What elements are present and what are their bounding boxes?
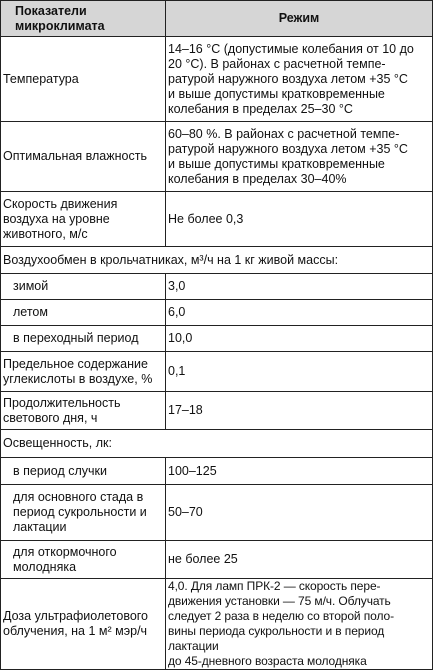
row-value: 6,0 (166, 300, 433, 326)
row-value (166, 579, 433, 670)
row-label (1, 579, 166, 670)
table-row (1, 192, 433, 247)
row-value: 17–18 (166, 392, 433, 430)
row-value (166, 37, 433, 122)
label-line: для откормочного (13, 544, 117, 559)
table-row (1, 485, 433, 541)
label-line: Продолжительность (3, 395, 121, 410)
row-value: 0,1 (166, 352, 433, 392)
value-line: 4,0. Для ламп ПРК-2 — скорость пере- (168, 579, 381, 593)
table-row (1, 541, 433, 579)
value-line: следует 2 раза в неделю со второй поло- (168, 609, 394, 623)
table-header-row (1, 1, 433, 37)
header-mode: Режим (166, 1, 433, 37)
label-line: лактации (13, 520, 67, 534)
label-line: молодняка (13, 559, 77, 574)
value-line: колебания в пределах 25–30 °С (168, 101, 353, 116)
row-label: в переходный период (1, 326, 166, 352)
row-label: зимой (1, 274, 166, 300)
label-line: светового дня, ч (3, 410, 98, 425)
label-line: углекислоты в воздухе, % (3, 371, 153, 386)
row-value: 100–125 (166, 458, 433, 485)
label-line: период сукрольности и (13, 505, 147, 519)
label-line: для основного стада в (13, 490, 144, 504)
row-value (166, 122, 433, 192)
section-row-air-exchange (1, 247, 433, 274)
label-line: Предельное содержание (3, 356, 148, 371)
value-line: движения установки — 75 м/ч. Облучать (168, 594, 391, 608)
section-title: Освещенность, лк: (1, 430, 433, 458)
label-line: воздуха на уровне (3, 211, 110, 226)
row-value: не более 25 (166, 541, 433, 579)
header-indicators-line2: микроклимата (15, 18, 105, 33)
table-row (1, 300, 433, 326)
row-label: в период случки (1, 458, 166, 485)
value-line: до 45-дневного возраста молодняка (168, 654, 367, 668)
label-line: облучения, на 1 м² мэр/ч (3, 624, 148, 638)
table-row (1, 274, 433, 300)
value-line: ратурой наружного воздуха летом +35 °С (168, 141, 408, 156)
table-row (1, 458, 433, 485)
row-label (1, 352, 166, 392)
row-value: Не более 0,3 (166, 192, 433, 247)
value-line: колебания в пределах 30–40% (168, 171, 347, 186)
header-indicators (1, 1, 166, 37)
value-line: 20 °С). В районах с расчетной темпе- (168, 56, 386, 71)
row-value: 10,0 (166, 326, 433, 352)
value-line: и выше допустимы кратковременные (168, 156, 385, 171)
table-row (1, 122, 433, 192)
table-row (1, 392, 433, 430)
table-row (1, 37, 433, 122)
table-row (1, 352, 433, 392)
row-value: 3,0 (166, 274, 433, 300)
table-row (1, 326, 433, 352)
row-label (1, 541, 166, 579)
label-line: Доза ультрафиолетового (3, 609, 149, 623)
table-row (1, 579, 433, 670)
value-line: вины периода сукрольности и в период лактации (168, 624, 385, 653)
section-row-illumination (1, 430, 433, 458)
row-label (1, 485, 166, 541)
row-label: Температура (1, 37, 166, 122)
row-value: 50–70 (166, 485, 433, 541)
value-line: 60–80 %. В районах с расчетной темпе- (168, 126, 400, 141)
row-label: Оптимальная влажность (1, 122, 166, 192)
section-title: Воздухообмен в крольчатниках, м³/ч на 1 кг живой массы: (1, 247, 433, 274)
value-line: 14–16 °С (допустимые колебания от 10 до (168, 41, 414, 56)
header-indicators-line1: Показатели (15, 3, 87, 18)
label-line: Скорость движения (3, 196, 118, 211)
row-label (1, 392, 166, 430)
value-line: и выше допустимы кратковременные (168, 86, 385, 101)
value-line: ратурой наружного воздуха летом +35 °С (168, 71, 408, 86)
row-label (1, 192, 166, 247)
row-label: летом (1, 300, 166, 326)
label-line: животного, м/с (3, 226, 88, 241)
